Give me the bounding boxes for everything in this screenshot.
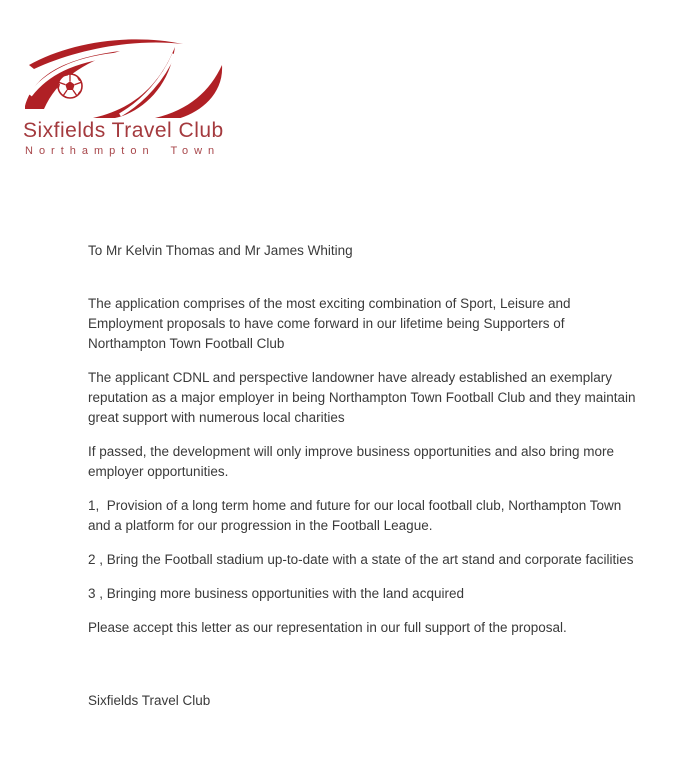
- letter-paragraph: The application comprises of the most exciting combination of Sport, Leisure and Employment proposals to have come forward in our lifetime being Supporters of Northampton Town Football Club: [88, 296, 575, 351]
- letter-list-item: 1, Provision of a long term home and future for our local football club, Northampton Town and a platform for our progression in the Football League.: [88, 498, 626, 533]
- swoosh-roads-football-icon: [25, 30, 225, 118]
- football-icon: [58, 74, 82, 98]
- logo-subtitle: Northampton Town: [25, 145, 221, 157]
- letter-body: [88, 241, 640, 711]
- letter-paragraph: The applicant CDNL and perspective landowner have already established an exemplary reputation as a major employer in being Northampton Town Football Club and they maintain great support with numerous local charities: [88, 370, 640, 425]
- logo-title: Sixfields Travel Club: [23, 119, 224, 142]
- letter-list-item: 3 , Bringing more business opportunities with the land acquired: [88, 586, 464, 601]
- signature-line: Sixfields Travel Club: [88, 693, 211, 708]
- club-logo: [25, 30, 285, 157]
- closing-line: Please accept this letter as our representation in our full support of the proposal.: [88, 620, 567, 635]
- salutation-line: To Mr Kelvin Thomas and Mr James Whiting: [88, 243, 353, 258]
- letter-paragraph: If passed, the development will only improve business opportunities and also bring more employer opportunities.: [88, 444, 618, 479]
- letter-list-item: 2 , Bring the Football stadium up-to-date with a state of the art stand and corporate facilities: [88, 552, 634, 567]
